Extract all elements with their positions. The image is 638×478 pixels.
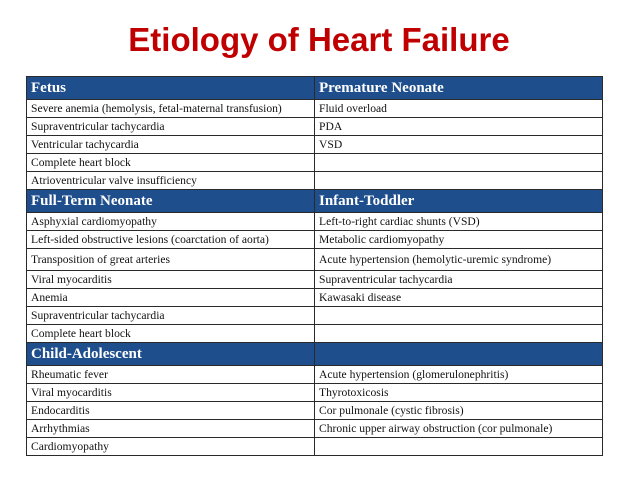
table-row <box>27 325 603 343</box>
table-row <box>27 420 603 438</box>
table-cell: Complete heart block <box>27 325 315 343</box>
table-cell: Supraventricular tachycardia <box>315 271 603 289</box>
table-cell: Atrioventricular valve insufficiency <box>27 172 315 190</box>
table-row <box>27 118 603 136</box>
slide-title: Etiology of Heart Failure <box>128 21 510 58</box>
section-header-cell: Premature Neonate <box>315 77 603 100</box>
etiology-table <box>26 76 603 456</box>
table-cell: Kawasaki disease <box>315 289 603 307</box>
section-header-row <box>27 190 603 213</box>
table-cell <box>315 438 603 456</box>
table-cell <box>315 307 603 325</box>
table-cell: VSD <box>315 136 603 154</box>
table-cell: Acute hypertension (glomerulonephritis) <box>315 366 603 384</box>
table-cell: Rheumatic fever <box>27 366 315 384</box>
table-cell: PDA <box>315 118 603 136</box>
table-cell: Arrhythmias <box>27 420 315 438</box>
table-row <box>27 172 603 190</box>
table-cell: Viral myocarditis <box>27 384 315 402</box>
table-row <box>27 249 603 271</box>
table-row <box>27 438 603 456</box>
table-cell: Supraventricular tachycardia <box>27 118 315 136</box>
section-header-cell: Full-Term Neonate <box>27 190 315 213</box>
section-header-row <box>27 77 603 100</box>
section-header-row <box>27 343 603 366</box>
table-cell: Left-to-right cardiac shunts (VSD) <box>315 213 603 231</box>
table-cell: Fluid overload <box>315 100 603 118</box>
section-header-cell <box>315 343 603 366</box>
section-header-cell: Infant-Toddler <box>315 190 603 213</box>
table-cell: Acute hypertension (hemolytic-uremic syndrome) <box>315 249 603 271</box>
table-cell: Asphyxial cardiomyopathy <box>27 213 315 231</box>
table-row <box>27 271 603 289</box>
table-cell: Thyrotoxicosis <box>315 384 603 402</box>
table-cell: Metabolic cardiomyopathy <box>315 231 603 249</box>
table-cell: Supraventricular tachycardia <box>27 307 315 325</box>
table-cell: Left-sided obstructive lesions (coarctation of aorta) <box>27 231 315 249</box>
table-row <box>27 402 603 420</box>
table-row <box>27 100 603 118</box>
table-row <box>27 289 603 307</box>
table-row <box>27 154 603 172</box>
table-cell: Cor pulmonale (cystic fibrosis) <box>315 402 603 420</box>
table-cell: Chronic upper airway obstruction (cor pulmonale) <box>315 420 603 438</box>
table-cell: Viral myocarditis <box>27 271 315 289</box>
table-row <box>27 136 603 154</box>
table-row <box>27 213 603 231</box>
table-row <box>27 384 603 402</box>
table-cell: Complete heart block <box>27 154 315 172</box>
table-cell: Transposition of great arteries <box>27 249 315 271</box>
table-cell <box>315 172 603 190</box>
table-cell: Severe anemia (hemolysis, fetal-maternal transfusion) <box>27 100 315 118</box>
table-cell: Endocarditis <box>27 402 315 420</box>
table-cell: Ventricular tachycardia <box>27 136 315 154</box>
table-row <box>27 366 603 384</box>
section-header-cell: Fetus <box>27 77 315 100</box>
table-cell: Anemia <box>27 289 315 307</box>
section-header-cell: Child-Adolescent <box>27 343 315 366</box>
table-cell: Cardiomyopathy <box>27 438 315 456</box>
table-row <box>27 231 603 249</box>
table-cell <box>315 325 603 343</box>
table-row <box>27 307 603 325</box>
table-cell <box>315 154 603 172</box>
